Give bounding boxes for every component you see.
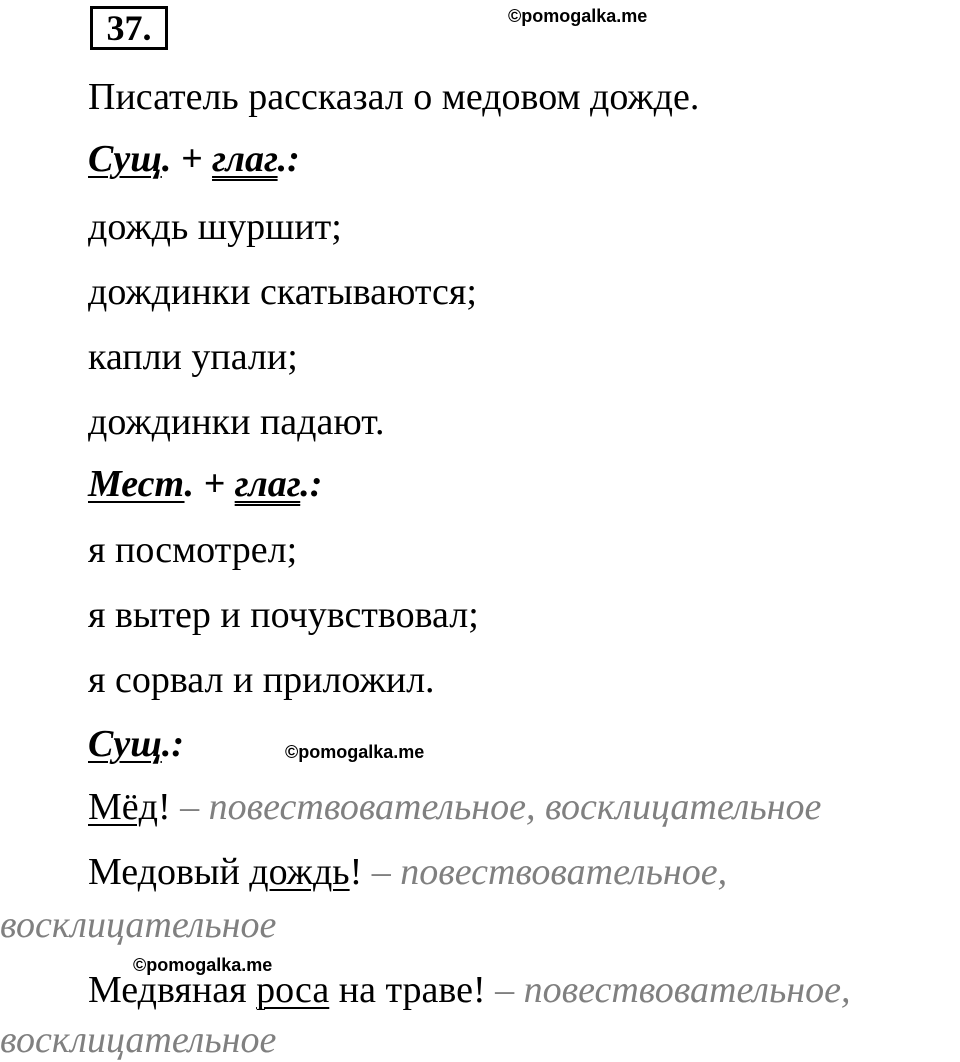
watermark: ©pomogalka.me bbox=[285, 742, 425, 762]
colon: .: bbox=[277, 138, 300, 180]
watermark: ©pomogalka.me bbox=[133, 955, 273, 975]
subject-word: роса bbox=[256, 969, 330, 1011]
list-item: дождинки скатываются; bbox=[88, 271, 477, 313]
sentence-1 bbox=[88, 785, 821, 829]
sentence-text: на траве! bbox=[329, 969, 486, 1011]
sentence-2 bbox=[88, 850, 727, 894]
plus-sign: . + bbox=[184, 463, 235, 505]
list-item: я сорвал и приложил. bbox=[88, 659, 435, 701]
intro-sentence: Писатель рассказал о медовом дожде. bbox=[88, 76, 700, 118]
sentence-type-note: – повествовательное, восклицательное bbox=[170, 786, 822, 828]
verb-label: глаг bbox=[234, 463, 301, 505]
noun-label: Сущ bbox=[88, 723, 162, 765]
sentence-3 bbox=[88, 968, 850, 1012]
punct: ! bbox=[158, 786, 171, 828]
colon: .: bbox=[161, 723, 185, 765]
plus-sign: . + bbox=[161, 138, 213, 180]
pronoun-label: Мест bbox=[88, 463, 185, 505]
list-item: дождинки падают. bbox=[88, 401, 385, 443]
subject-word: дождь bbox=[249, 851, 350, 893]
list-item: дождь шуршит; bbox=[88, 206, 342, 248]
verb-label: глаг bbox=[212, 138, 278, 180]
section-heading-noun bbox=[88, 722, 184, 766]
list-item: капли упали; bbox=[88, 336, 298, 378]
section-heading-noun-verb bbox=[88, 137, 300, 181]
punct: ! bbox=[349, 851, 363, 893]
sentence-type-note: – повествовательное, bbox=[485, 969, 851, 1011]
list-item: я посмотрел; bbox=[88, 529, 298, 571]
sentence-text: Медвяная bbox=[88, 969, 257, 1011]
sentence-text: Медовый bbox=[88, 851, 250, 893]
list-item: я вытер и почувствовал; bbox=[88, 594, 479, 636]
sentence-type-note-cont: восклицательное bbox=[0, 1019, 277, 1061]
exercise-number: 37. bbox=[90, 6, 168, 50]
watermark: ©pomogalka.me bbox=[508, 6, 648, 26]
colon: .: bbox=[300, 463, 323, 505]
sentence-type-note-cont: восклицательное bbox=[0, 904, 277, 946]
noun-label: Сущ bbox=[88, 138, 162, 180]
section-heading-pronoun-verb bbox=[88, 462, 322, 506]
sentence-type-note: – повествовательное, bbox=[362, 851, 728, 893]
subject-word: Мёд bbox=[88, 786, 158, 828]
